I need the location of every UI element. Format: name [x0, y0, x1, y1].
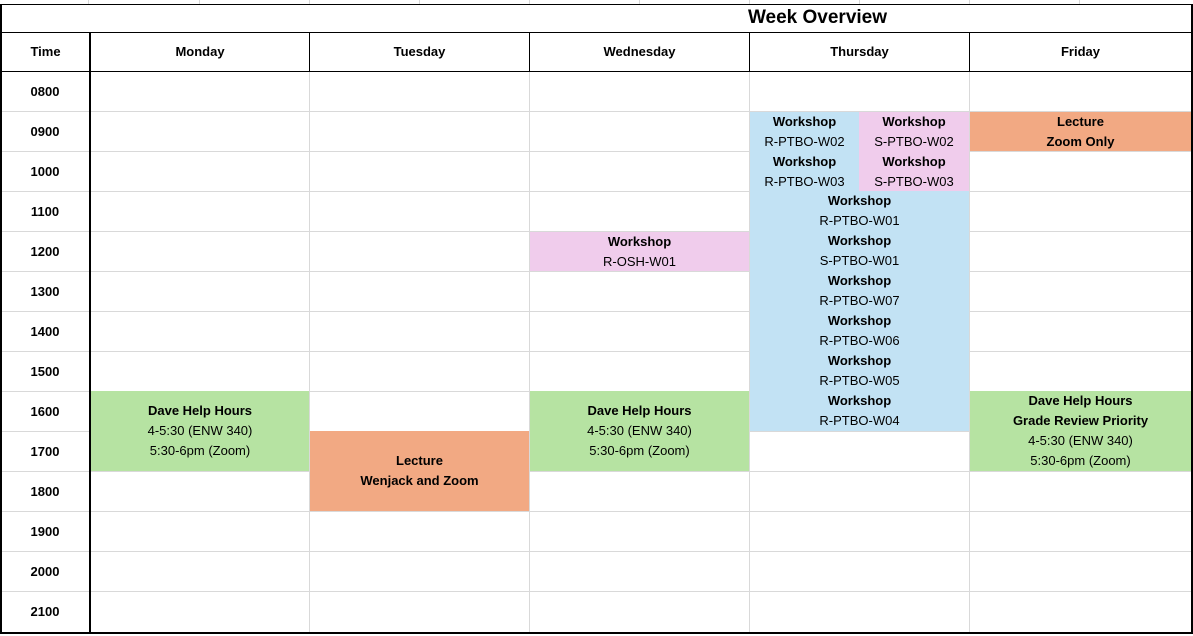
tuesday-lecture-event[interactable]	[310, 431, 529, 511]
gridline	[0, 591, 1193, 592]
time-label: 1300	[30, 284, 60, 299]
event-code: R-PTBO-W07	[819, 293, 900, 308]
header-monday: Monday	[175, 44, 225, 59]
event-title: Dave Help Hours	[1028, 393, 1133, 408]
friday-lecture-event[interactable]	[970, 112, 1191, 151]
border-line	[0, 32, 1193, 33]
header-time: Time	[30, 44, 61, 59]
thursday-r-workshops[interactable]	[750, 112, 859, 191]
event-code: R-PTBO-W01	[819, 213, 900, 228]
gridline	[309, 72, 310, 634]
event-subtitle: Grade Review Priority	[1012, 413, 1149, 428]
time-label: 2100	[30, 604, 60, 619]
border-line	[0, 4, 2, 634]
border-line	[969, 32, 970, 72]
event-detail: 5:30-6pm (Zoom)	[1030, 453, 1131, 468]
gridline	[0, 471, 1193, 472]
event-code: S-PTBO-W03	[874, 173, 954, 189]
event-code: R-PTBO-W05	[819, 373, 900, 388]
event-title: Dave Help Hours	[587, 403, 692, 418]
event-title: Workshop	[827, 353, 892, 368]
time-label: 1400	[30, 324, 60, 339]
border-line	[0, 4, 1193, 5]
border-line	[529, 32, 530, 72]
event-code: R-PTBO-W04	[819, 413, 900, 428]
event-detail: 4-5:30 (ENW 340)	[147, 423, 253, 438]
gridline	[0, 311, 1193, 312]
gridline	[0, 351, 1193, 352]
gridline	[0, 551, 1193, 552]
event-title: Dave Help Hours	[147, 403, 253, 418]
event-title: Workshop	[827, 233, 892, 248]
gridline	[969, 72, 970, 634]
event-code: R-OSH-W01	[603, 253, 676, 269]
time-label: 0900	[30, 124, 60, 139]
event-title: Workshop	[882, 153, 946, 169]
event-detail: 5:30-6pm (Zoom)	[589, 443, 690, 458]
event-title: Lecture	[396, 453, 443, 468]
gridline	[0, 191, 1193, 192]
time-label: 1500	[30, 364, 60, 379]
border-line	[749, 32, 750, 72]
gridline	[0, 151, 1193, 152]
header-friday: Friday	[1060, 44, 1100, 59]
thursday-s-workshops[interactable]	[859, 112, 969, 191]
time-label: 1600	[30, 404, 60, 419]
monday-help-hours-event[interactable]	[91, 391, 309, 471]
time-label: 1100	[30, 204, 60, 219]
time-label: 1700	[30, 444, 60, 459]
wednesday-workshop-event[interactable]	[530, 232, 749, 271]
event-title: Workshop	[607, 233, 672, 249]
time-label: 0800	[30, 84, 60, 99]
event-title: Workshop	[772, 153, 837, 169]
event-title: Workshop	[882, 113, 946, 129]
event-title: Workshop	[827, 193, 892, 208]
border-line	[89, 32, 91, 634]
event-code: R-PTBO-W06	[819, 333, 900, 348]
event-detail: 4-5:30 (ENW 340)	[587, 423, 692, 438]
event-title: Workshop	[827, 273, 892, 288]
event-title: Workshop	[827, 393, 892, 408]
event-code: S-PTBO-W01	[819, 253, 900, 268]
header-tuesday: Tuesday	[393, 44, 446, 59]
border-line	[309, 32, 310, 72]
wednesday-help-hours-event[interactable]	[530, 391, 749, 471]
time-label: 1900	[30, 524, 60, 539]
page-title: Week Overview	[747, 7, 888, 28]
header-wednesday: Wednesday	[603, 44, 676, 59]
event-title: Workshop	[827, 313, 892, 328]
gridline	[529, 72, 530, 634]
event-code: R-PTBO-W03	[764, 173, 845, 189]
time-label: 1200	[30, 244, 60, 259]
event-code: S-PTBO-W02	[874, 133, 954, 149]
thursday-workshop-block[interactable]	[750, 191, 969, 431]
event-title: Lecture	[1057, 113, 1104, 129]
gridline	[0, 511, 1193, 512]
event-detail: 4-5:30 (ENW 340)	[1028, 433, 1133, 448]
header-thursday: Thursday	[830, 44, 889, 59]
gridline	[0, 271, 1193, 272]
event-subtitle: Zoom Only	[1046, 133, 1115, 149]
time-label: 2000	[30, 564, 60, 579]
event-code: R-PTBO-W02	[764, 133, 845, 149]
event-subtitle: Wenjack and Zoom	[360, 473, 479, 488]
event-title: Workshop	[772, 113, 837, 129]
time-label: 1000	[30, 164, 60, 179]
time-label: 1800	[30, 484, 60, 499]
event-detail: 5:30-6pm (Zoom)	[149, 443, 251, 458]
friday-help-hours-event[interactable]	[970, 391, 1191, 471]
border-line	[0, 71, 1193, 72]
border-line	[0, 632, 1193, 634]
